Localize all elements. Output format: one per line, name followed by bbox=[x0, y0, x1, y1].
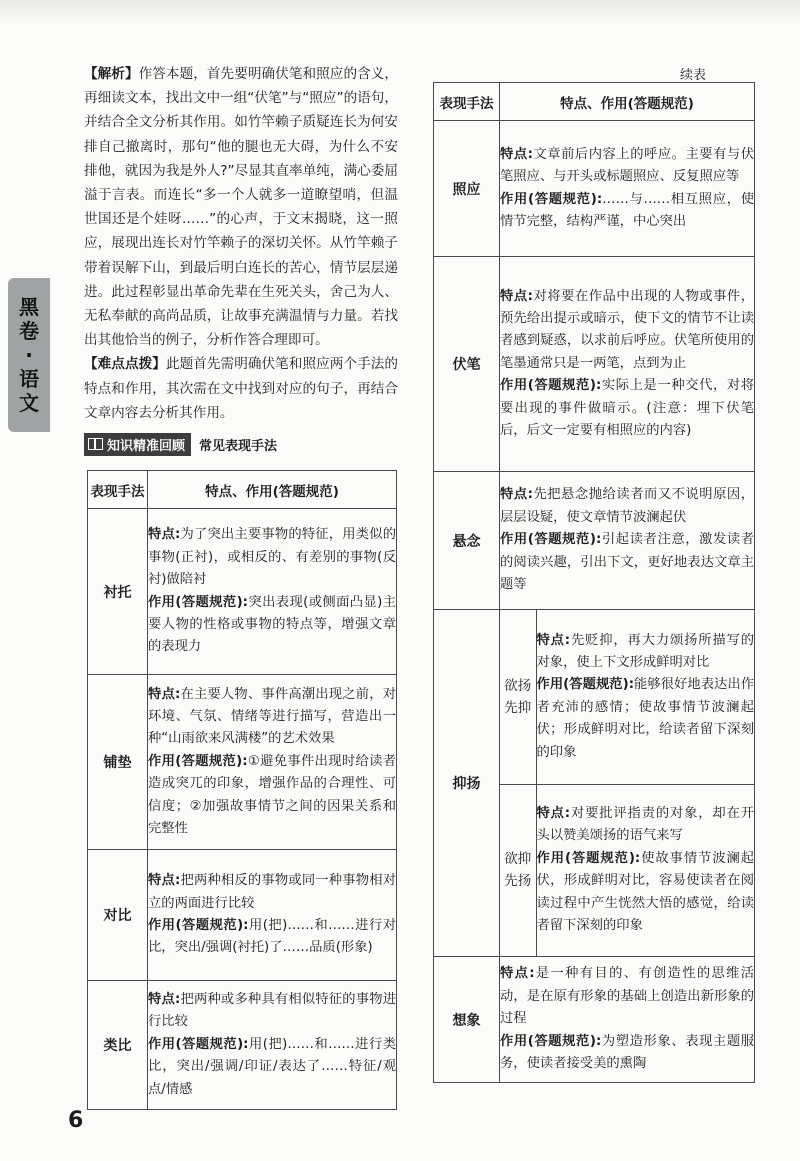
colon: : bbox=[596, 1033, 602, 1049]
function-text: 用(把)……和……进行类比，突出/强调/印证/表达了……特征/观点/情感 bbox=[148, 1036, 396, 1097]
technique-desc bbox=[536, 610, 754, 784]
function-text: 引起读者注意，激发读者的阅读兴趣，引出下文，更好地表达文章主题等 bbox=[500, 532, 755, 593]
difficulty-label: 【难点点拨】 bbox=[84, 356, 166, 373]
function-text: ……与……相互照应，使情节完整，结构严谨，中心突出 bbox=[500, 191, 755, 229]
technique-name: 铺垫 bbox=[88, 675, 148, 850]
technique-desc bbox=[148, 675, 397, 850]
function-label: 作用(答题规范) bbox=[148, 753, 243, 769]
technique-name: 抑扬 bbox=[434, 610, 500, 957]
subtable-row bbox=[500, 784, 754, 956]
feature-text: 对要批评指责的对象，却在开头以赞美颂扬的语气来写 bbox=[536, 806, 755, 844]
colon: : bbox=[596, 378, 602, 394]
technique-name: 想象 bbox=[434, 957, 500, 1083]
sub-name-line: 先抑 bbox=[504, 699, 532, 716]
function-text: 突出表现(或侧面凸显)主要人物的性格或事物的特点等，增强文章的表现力 bbox=[148, 594, 397, 655]
table-header-row bbox=[434, 83, 755, 121]
colon: : bbox=[174, 527, 181, 543]
function-label: 作用(答题规范) bbox=[536, 677, 629, 693]
review-heading bbox=[84, 433, 398, 455]
colon: : bbox=[174, 873, 181, 889]
function-label: 作用(答题规范) bbox=[148, 594, 243, 610]
technique-name: 对比 bbox=[88, 850, 148, 981]
feature-text: 在主要人物、事件高潮出现之前，对环境、气氛、情绪等进行描写，营造出一种“山雨欲来风满楼”的艺术效果 bbox=[148, 686, 397, 747]
sub-name-line: 先扬 bbox=[504, 873, 532, 890]
colon: : bbox=[527, 288, 533, 304]
function-text: 实际上是一种交代，对将要出现的事件做暗示。(注意：埋下伏笔后，后文一定要有相照应的内容) bbox=[500, 378, 755, 439]
table-row bbox=[88, 509, 397, 675]
function-text: 用(把)……和……进行对比，突出/强调(衬托)了……品质(形象) bbox=[148, 918, 396, 956]
sub-name-line: 欲扬 bbox=[504, 677, 532, 694]
table-row bbox=[434, 472, 755, 610]
feature-label: 特点 bbox=[500, 966, 530, 982]
function-label: 作用(答题规范) bbox=[500, 191, 597, 207]
function-label: 作用(答题规范) bbox=[500, 532, 597, 548]
technique-desc bbox=[148, 509, 397, 675]
table-row bbox=[88, 981, 397, 1110]
feature-label: 特点 bbox=[536, 806, 565, 822]
left-column bbox=[84, 62, 398, 455]
colon: : bbox=[596, 191, 603, 207]
technique-name: 衬托 bbox=[88, 509, 148, 675]
table-row bbox=[434, 257, 755, 472]
colon: : bbox=[596, 532, 602, 548]
feature-label: 特点 bbox=[500, 288, 528, 304]
feature-label: 特点 bbox=[148, 873, 175, 889]
technique-name: 悬念 bbox=[434, 472, 500, 610]
header-technique: 表现手法 bbox=[434, 83, 500, 121]
technique-name: 伏笔 bbox=[434, 257, 500, 472]
sub-name-line: 欲抑 bbox=[504, 851, 532, 868]
review-badge bbox=[84, 433, 191, 456]
colon: : bbox=[529, 966, 535, 982]
subtable-row bbox=[500, 610, 754, 784]
function-text: 使故事情节波澜起伏，形成鲜明对比，容易使读者在阅读过程中产生恍然大悟的感觉，给读者留下深刻的印象 bbox=[536, 850, 755, 934]
colon: : bbox=[634, 850, 641, 866]
side-tab-char: 卷 bbox=[19, 319, 39, 343]
table-row bbox=[88, 850, 397, 981]
table-row bbox=[434, 121, 755, 257]
feature-text: 是一种有目的、有创造性的思维活动，是在原有形象的基础上创造出新形象的过程 bbox=[500, 966, 755, 1027]
feature-label: 特点 bbox=[500, 487, 528, 503]
analysis-label: 【解析】 bbox=[84, 66, 139, 82]
table-row bbox=[434, 610, 755, 957]
right-techniques-table bbox=[433, 82, 755, 1083]
technique-desc bbox=[500, 957, 755, 1083]
colon: : bbox=[243, 1036, 249, 1052]
technique-desc bbox=[500, 257, 755, 472]
feature-text: 为了突出主要事物的特征，用类似的事物(正衬)，或相反的、有差别的事物(反衬)做陪衬 bbox=[148, 527, 397, 588]
colon: : bbox=[174, 991, 181, 1007]
function-label: 作用(答题规范) bbox=[536, 850, 635, 866]
technique-desc bbox=[500, 121, 755, 257]
feature-text: 先把悬念抛给读者而又不说明原因，层层设疑，使文章情节波澜起伏 bbox=[500, 487, 755, 525]
function-label: 作用(答题规范) bbox=[500, 378, 597, 394]
feature-label: 特点 bbox=[148, 686, 175, 702]
colon: : bbox=[628, 677, 635, 693]
colon: : bbox=[527, 146, 533, 162]
side-tab-char: 语 bbox=[19, 367, 39, 391]
colon: : bbox=[527, 487, 533, 503]
colon: : bbox=[174, 686, 181, 702]
function-text: 能够很好地表达出作者充沛的感情；使故事情节波澜起伏；形成鲜明对比，给读者留下深刻的印象 bbox=[536, 677, 755, 760]
feature-label: 特点 bbox=[536, 632, 565, 648]
side-tab-char: 文 bbox=[19, 391, 39, 415]
feature-text: 把两种或多种具有相似特征的事物进行比较 bbox=[148, 991, 397, 1030]
function-label: 作用(答题规范) bbox=[148, 1036, 244, 1052]
difficulty-text: 此题首先需明确伏笔和照应两个手法的特点和作用，其次需在文中找到对应的句子，再结合文章内容去分析其作用。 bbox=[84, 356, 399, 421]
table-row bbox=[88, 675, 397, 850]
feature-text: 文章前后内容上的呼应。主要有与伏笔照应、与开头或标题照应、反复照应等 bbox=[500, 146, 755, 185]
feature-text: 对将要在作品中出现的人物或事件，预先给出提示或暗示，使下文的情节不让读者感到疑惑，以求前后呼应。伏笔所使用的笔墨通常只是一两笔，点到为止 bbox=[500, 288, 755, 371]
difficulty-paragraph bbox=[84, 352, 398, 425]
sub-technique-name bbox=[500, 610, 536, 784]
table-row bbox=[434, 957, 755, 1083]
table-header-row bbox=[88, 471, 397, 509]
colon: : bbox=[243, 918, 249, 933]
colon: : bbox=[242, 594, 248, 610]
side-tab bbox=[8, 278, 50, 432]
header-technique: 表现手法 bbox=[88, 471, 148, 509]
feature-label: 特点 bbox=[148, 991, 175, 1007]
function-text: 为塑造形象、表现主题服务，使读者接受美的熏陶 bbox=[500, 1033, 755, 1072]
side-tab-char: · bbox=[25, 343, 33, 367]
technique-desc bbox=[148, 850, 397, 981]
feature-text: 先贬抑，再大力颂扬所描写的对象，使上下文形成鲜明对比 bbox=[536, 632, 755, 670]
review-title: 常见表现手法 bbox=[199, 438, 278, 454]
technique-name: 类比 bbox=[88, 981, 148, 1110]
colon: : bbox=[564, 806, 571, 822]
left-techniques-table bbox=[87, 470, 397, 1110]
function-label: 作用(答题规范) bbox=[148, 918, 244, 933]
book-icon bbox=[88, 438, 103, 450]
feature-label: 特点 bbox=[500, 146, 528, 162]
technique-desc bbox=[148, 981, 397, 1110]
analysis-text: 作答本题，首先要明确伏笔和照应的含义，再细读文本，找出文中一组“伏笔”与“照应”的语句，并结合全文分析其作用。如竹竿赖子质疑连长为何安排自己撤离时，那句“他的腿也无大碍，为什么不安排他，就因为我是外人?”尽显其直率单纯，满心委屈溢于言表。而连长“多一个人就多一道瞭望哨，但温世国还是个娃呀……”的心声，于文末揭晓，这一照应，展现出连长对竹竿赖子的深切关怀。从竹竿赖子带着误解下山，到最后明白连长的苦心，情节层层递进。此过程彰显出革命先辈在生死关头，舍己为人、无私奉献的高尚品质，让故事充满温情与力量。若找出其他恰当的例子，分析作答合理即可。 bbox=[84, 66, 399, 349]
analysis-paragraph bbox=[84, 62, 398, 352]
header-feature-function: 特点、作用(答题规范) bbox=[500, 83, 755, 121]
scan-top-edge bbox=[0, 0, 800, 24]
colon: : bbox=[564, 632, 571, 648]
technique-desc bbox=[536, 784, 754, 956]
continued-label: 续表 bbox=[680, 68, 707, 83]
technique-subtable-cell bbox=[500, 610, 755, 957]
function-label: 作用(答题规范) bbox=[500, 1033, 597, 1049]
feature-label: 特点 bbox=[148, 527, 175, 543]
page-number: 6 bbox=[68, 1108, 84, 1133]
header-feature-function: 特点、作用(答题规范) bbox=[148, 471, 397, 509]
technique-name: 照应 bbox=[434, 121, 500, 257]
colon: : bbox=[242, 753, 248, 769]
subtable bbox=[500, 610, 754, 956]
review-badge-text: 知识精准回顾 bbox=[107, 438, 186, 454]
feature-text: 把两种相反的事物或同一种事物相对立的两面进行比较 bbox=[148, 873, 397, 911]
function-text: ①避免事件出现时给读者造成突兀的印象，增强作品的合理性、可信度；②加强故事情节之间的因果关系和完整性 bbox=[148, 753, 397, 837]
side-tab-char: 黑 bbox=[19, 295, 39, 319]
technique-desc bbox=[500, 472, 755, 610]
sub-technique-name bbox=[500, 784, 536, 956]
